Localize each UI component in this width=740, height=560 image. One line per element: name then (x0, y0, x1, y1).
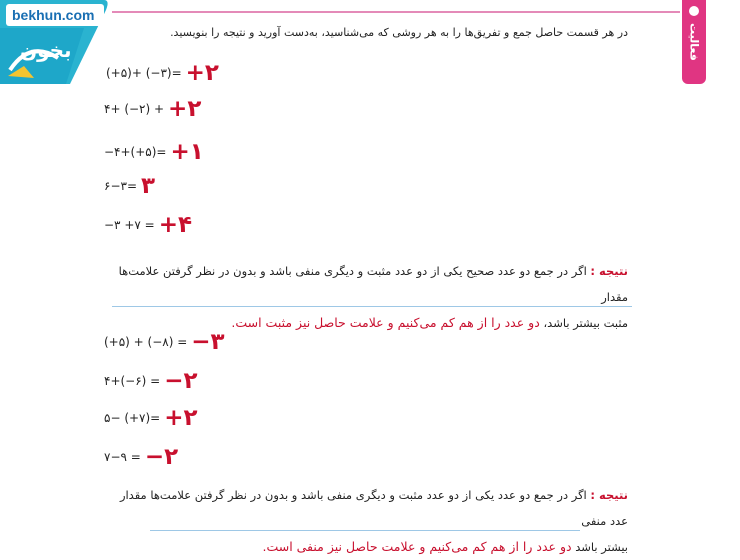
equation-expression: (+۵)+ (−۳)= (106, 66, 182, 80)
equation-answer: −۲ (144, 444, 179, 470)
answer-underline (112, 306, 632, 307)
equation-expression: −۳ +۷ = (104, 218, 155, 232)
conclusion-1 (108, 258, 628, 336)
equation-row (104, 96, 201, 122)
equation-expression: (+۵) + (−۸) = (104, 335, 188, 349)
equation-answer: −۳ (191, 329, 225, 355)
equation-answer: +۲ (164, 405, 198, 431)
site-url[interactable]: bekhun.com (12, 7, 95, 23)
conclusion-text: بیشتر باشد (575, 540, 628, 554)
equation-answer: +۲ (168, 96, 202, 122)
equation-expression: ۴+ (−۲) + (104, 102, 165, 116)
handwritten-answer: دو عدد را از هم کم می‌کنیم و علامت حاصل نیز منفی است. (262, 539, 572, 554)
conclusion-label: نتیجه : (590, 488, 628, 502)
site-logo (0, 0, 112, 84)
equation-expression: −۴+(+۵)= (104, 145, 167, 159)
equation-expression: ۴+(−۶) = (104, 374, 161, 388)
conclusion-line (108, 482, 628, 534)
logo-text: بخون (20, 38, 72, 62)
equation-answer: +۲ (185, 60, 219, 86)
equation-row (104, 212, 192, 238)
equation-row (104, 173, 155, 199)
equation-answer: +۴ (158, 212, 192, 238)
conclusion-text: مثبت بیشتر باشد، (543, 316, 628, 330)
equation-row (104, 329, 225, 355)
equation-expression: ۵− (+۷)= (104, 411, 161, 425)
conclusion-2 (108, 482, 628, 560)
equation-row (104, 405, 198, 431)
equation-expression: ۷−۹ = (104, 450, 141, 464)
equation-answer: −۲ (164, 368, 198, 394)
conclusion-line (108, 258, 628, 310)
equation-row (106, 60, 219, 86)
equation-answer: ۳ (141, 173, 156, 199)
equation-row (104, 368, 198, 394)
conclusion-text: اگر در جمع دو عدد یکی از دو عدد مثبت و دیگری منفی باشد و بدون در نظر گرفتن علامت‌ها مقدار عدد منفی (119, 488, 628, 528)
answer-underline (150, 530, 580, 531)
equation-row (104, 444, 178, 470)
conclusion-text: اگر در جمع دو عدد صحیح یکی از دو عدد مثبت و دیگری منفی باشد و بدون در نظر گرفتن علامت‌ها مقدار (118, 264, 628, 304)
equation-answer: +۱ (170, 139, 204, 165)
conclusion-line (108, 534, 628, 560)
equation-expression: ۶−۳= (104, 179, 137, 193)
tab-dot-icon (689, 6, 699, 16)
instruction-text: در هر قسمت حاصل جمع و تفریق‌ها را به هر روشی که می‌شناسید، به‌دست آورید و نتیجه را بنویسید. (170, 26, 628, 39)
handwritten-answer: دو عدد را از هم کم می‌کنیم و علامت حاصل نیز مثبت است. (231, 315, 540, 330)
activity-tab-label: فعالیت (687, 23, 701, 61)
header-rule (112, 11, 680, 13)
equation-row (104, 139, 204, 165)
conclusion-label: نتیجه : (590, 264, 628, 278)
